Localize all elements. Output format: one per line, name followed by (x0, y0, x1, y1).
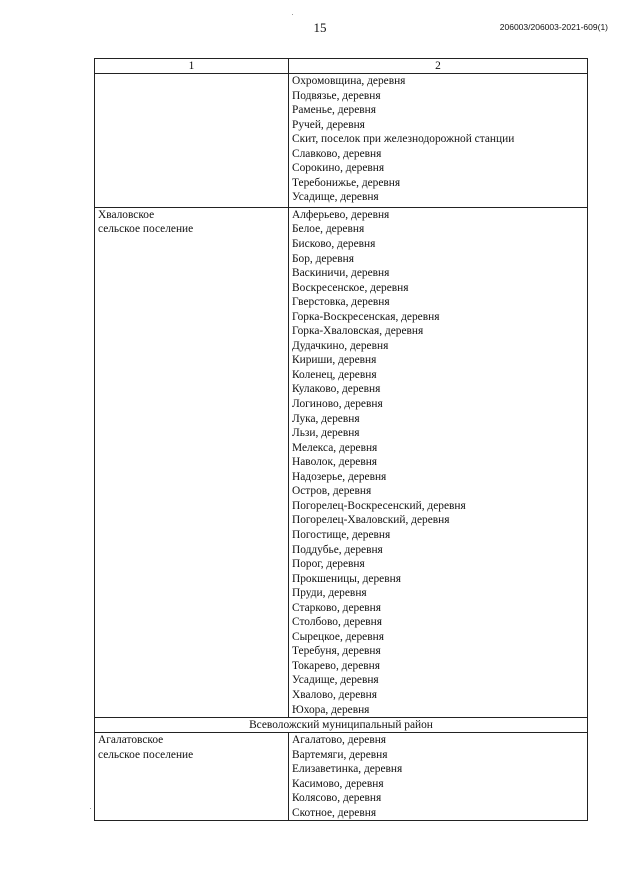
district-title: Всеволожский муниципальный район (95, 718, 588, 733)
locality-entry: Коленец, деревня (292, 368, 377, 381)
locality-entry: Касимово, деревня (292, 777, 384, 790)
locality-entry: Пруди, деревня (292, 587, 367, 600)
locality-entry: Горка-Хваловская, деревня (292, 325, 424, 338)
localities-cell (289, 74, 588, 208)
locality-entry: Вартемяги, деревня (292, 748, 388, 761)
locality-entry: Теребонижье, деревня (292, 176, 401, 189)
column-header-2: 2 (289, 59, 588, 74)
locality-entry: Бисково, деревня (292, 238, 376, 251)
locality-entry: Славково, деревня (292, 147, 382, 160)
settlement-name-line: Хваловское (98, 208, 155, 221)
locality-entry: Льзи, деревня (292, 427, 360, 440)
locality-entry: Логиново, деревня (292, 398, 383, 411)
locality-entry: Васкиничи, деревня (292, 267, 390, 280)
locality-entry: Усадище, деревня (292, 674, 379, 687)
locality-entry: Белое, деревня (292, 223, 365, 236)
locality-entry: Кириши, деревня (292, 354, 377, 367)
locality-entry: Усадище, деревня (292, 191, 379, 204)
settlements-table (94, 58, 588, 821)
localities-cell (289, 207, 588, 717)
locality-entry: Алферьево, деревня (292, 208, 390, 221)
locality-entry: Кулаково, деревня (292, 383, 381, 396)
settlement-row (95, 207, 588, 717)
table-header-row (95, 59, 588, 74)
locality-entry: Елизаветинка, деревня (292, 763, 403, 776)
settlement-name-line: сельское поселение (98, 223, 194, 236)
locality-entry: Погорелец-Воскресенский, деревня (292, 499, 466, 512)
settlement-name-cell (95, 207, 289, 717)
locality-entry: Сорокино, деревня (292, 162, 385, 175)
settlement-name-cell (95, 733, 289, 821)
locality-entry: Охромовщина, деревня (292, 75, 406, 87)
locality-entry: Погостище, деревня (292, 528, 391, 541)
locality-entry: Горка-Воскресенская, деревня (292, 310, 440, 323)
document-code: 206003/206003-2021-609(1) (499, 22, 608, 32)
locality-entry: Надозерье, деревня (292, 470, 387, 483)
locality-entry: Столбово, деревня (292, 616, 383, 629)
district-row (95, 718, 588, 733)
locality-entry: Колясово, деревня (292, 792, 382, 805)
settlement-name-line: Агалатовское (98, 734, 164, 747)
locality-entry: Поддубье, деревня (292, 543, 383, 556)
locality-entry: Токарево, деревня (292, 659, 380, 672)
locality-entry: Скит, поселок при железнодорожной станции (292, 133, 515, 146)
settlement-name-line: сельское поселение (98, 748, 194, 761)
locality-entry: Порог, деревня (292, 558, 365, 571)
settlements-table-body (95, 59, 588, 821)
locality-entry: Теребуня, деревня (292, 645, 381, 658)
locality-entry: Воскресенское, деревня (292, 281, 409, 294)
column-header-1: 1 (95, 59, 289, 74)
locality-entry: Гверстовка, деревня (292, 296, 390, 309)
locality-entry: Мелекса, деревня (292, 441, 378, 454)
locality-entry: Погорелец-Хваловский, деревня (292, 514, 450, 527)
locality-entry: Дудачкино, деревня (292, 339, 389, 352)
page-number: 15 (313, 20, 327, 35)
settlement-row (95, 733, 588, 821)
locality-entry: Скотное, деревня (292, 806, 377, 819)
locality-entry: Лука, деревня (292, 412, 360, 425)
locality-entry: Прокшеницы, деревня (292, 572, 401, 585)
scan-speck (292, 14, 293, 15)
locality-entry: Подвязье, деревня (292, 89, 381, 102)
locality-entry: Сырецкое, деревня (292, 630, 384, 643)
locality-entry: Хвалово, деревня (292, 688, 377, 701)
locality-entry: Раменье, деревня (292, 104, 377, 117)
locality-entry: Старково, деревня (292, 601, 381, 614)
locality-entry: Ручей, деревня (292, 118, 365, 131)
locality-entry: Юхора, деревня (292, 703, 370, 716)
locality-entry: Остров, деревня (292, 485, 372, 498)
locality-entry: Агалатово, деревня (292, 734, 387, 747)
settlement-name-cell (95, 74, 289, 208)
locality-entry: Наволок, деревня (292, 456, 378, 469)
scan-speck (90, 808, 91, 809)
locality-entry: Бор, деревня (292, 252, 354, 265)
localities-cell (289, 733, 588, 821)
settlement-row (95, 74, 588, 208)
